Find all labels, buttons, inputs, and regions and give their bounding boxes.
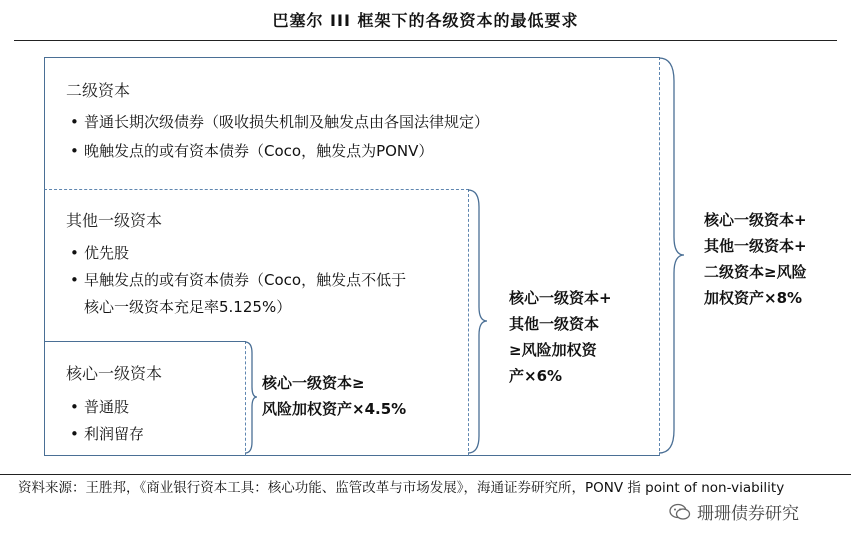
cet1-brace	[244, 341, 258, 454]
tier1-item-2-text: 早触发点的或有资本债券（Coco，触发点不低于	[84, 271, 407, 289]
total-requirement-line-2: 其他一级资本+	[704, 237, 807, 255]
cet1-item-2	[70, 423, 144, 444]
tier1-item-2	[70, 269, 406, 290]
source-note: 资料来源：王胜邦，《商业银行资本工具：核心功能、监管改革与市场发展》，海通证券研究所，PONV 指 point of non-viability	[18, 480, 785, 496]
tier1-item-1-text: 优先股	[84, 244, 130, 262]
tier1-item-2-continuation: 核心一级资本充足率5.125%）	[84, 298, 292, 316]
total-requirement-line-4: 加权资产×8%	[704, 289, 803, 307]
total-requirement-line-3: 二级资本≥风险	[704, 263, 807, 281]
bullet: •	[70, 113, 79, 131]
tier1-requirement-line-4: 产×6%	[509, 367, 563, 385]
watermark	[669, 499, 799, 526]
total-capital-brace	[658, 57, 686, 454]
tier2-item-1	[70, 111, 489, 132]
total-requirement-line-1: 核心一级资本+	[704, 211, 807, 229]
total-requirement	[704, 207, 807, 311]
page-title: 巴塞尔 III 框架下的各级资本的最低要求	[272, 11, 579, 30]
bullet: •	[70, 142, 79, 160]
tier1-brace	[467, 189, 489, 454]
cet1-heading: 核心一级资本	[66, 364, 163, 383]
bullet: •	[70, 398, 79, 416]
bullet: •	[70, 425, 79, 443]
tier2-heading: 二级资本	[66, 81, 131, 100]
footer-rule	[0, 474, 851, 475]
tier1-requirement-line-1: 核心一级资本+	[509, 289, 612, 307]
tier1-requirement-line-3: ≥风险加权资	[509, 341, 597, 359]
tier1-item-1	[70, 242, 129, 263]
bullet: •	[70, 244, 79, 262]
tier1-requirement-line-2: 其他一级资本	[509, 315, 600, 333]
title-rule	[14, 40, 837, 41]
cet1-item-1-text: 普通股	[84, 398, 130, 416]
tier1-requirement	[509, 285, 612, 389]
tier2-item-2-text: 晚触发点的或有资本债券（Coco，触发点为PONV）	[84, 142, 434, 160]
cet1-requirement	[262, 370, 406, 422]
watermark-text: 珊珊债券研究	[697, 504, 799, 524]
tier2-item-1-text: 普通长期次级债券（吸收损失机制及触发点由各国法律规定）	[84, 113, 490, 131]
cet1-requirement-line-1: 核心一级资本≥	[262, 374, 365, 392]
bullet: •	[70, 271, 79, 289]
tier1-heading: 其他一级资本	[66, 211, 163, 230]
cet1-item-1	[70, 396, 129, 417]
cet1-requirement-line-2: 风险加权资产×4.5%	[262, 400, 407, 418]
tier2-item-2	[70, 140, 433, 161]
cet1-item-2-text: 利润留存	[84, 425, 145, 443]
wechat-icon	[669, 503, 691, 526]
